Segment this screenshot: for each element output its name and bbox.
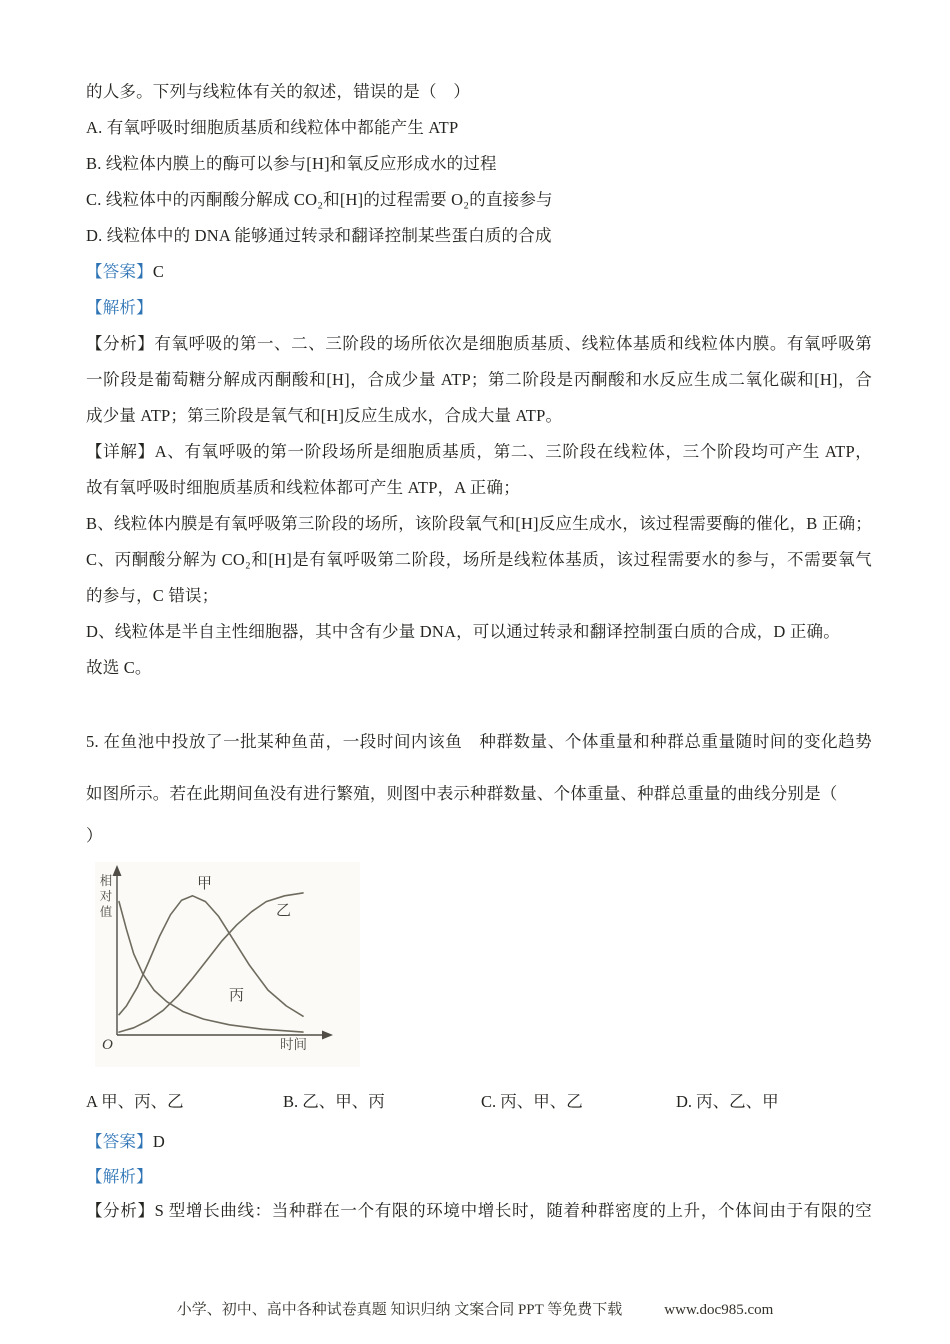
question4-analysis-label [86, 290, 872, 326]
curve-label-jia: 甲 [197, 876, 213, 892]
question5-stem-line-3: ） [86, 826, 103, 845]
figure-y-axis-label: 相对值 [98, 874, 112, 921]
question4-detail-line-4: C、丙酮酸分解为 CO₂和[H]是有氧呼吸第二阶段，场所是线粒体基质，该过程需要水的参与，不需要氧气 [86, 550, 872, 569]
answer-label: 【答案】 [86, 262, 153, 281]
question4-detail-line-3: B、线粒体内膜是有氧呼吸第三阶段的场所，该阶段氧气和[H]反应生成水，该过程需要酶的催化，B 正确； [86, 514, 872, 533]
question5-analysis-line: 【分析】S 型增长曲线：当种群在一个有限的环境中增长时，随着种群密度的上升，个体间由于有限的空 [86, 1201, 872, 1220]
question4-answer-line [86, 254, 872, 290]
figure-origin-label: O [102, 1037, 113, 1053]
question5-option-b: B. 乙、甲、丙 [283, 1092, 385, 1111]
question4-option-b: B. 线粒体内膜上的酶可以参与[H]和氧反应形成水的过程 [86, 154, 497, 173]
question5-stem-line-2: 如图所示。若在此期间鱼没有进行繁殖，则图中表示种群数量、个体重量、种群总重量的曲线分别是（ [86, 784, 838, 803]
answer-value: D [152, 1132, 165, 1151]
question4-detail-line-5: 的参与，C 错误； [86, 586, 219, 605]
question4-detail-line-2: 故有氧呼吸时细胞质基质和线粒体都可产生 ATP，A 正确； [86, 478, 520, 497]
question4-detail-line-1: 【详解】A、有氧呼吸的第一阶段场所是细胞质基质，第二、三阶段在线粒体，三个阶段均可产生 ATP， [86, 442, 872, 461]
question5-figure [95, 862, 360, 1067]
answer-label: 【答案】 [86, 1132, 153, 1151]
analysis-label: 【解析】 [86, 298, 153, 317]
question4-detail-line-6: D、线粒体是半自主性细胞器，其中含有少量 DNA，可以通过转录和翻译控制蛋白质的合成，D 正确。 [86, 622, 840, 641]
question4-section [86, 74, 872, 686]
question5-stem-line-1: 5. 在鱼池中投放了一批某种鱼苗，一段时间内该鱼 种群数量、个体重量和种群总重量随时间的变化趋势 [86, 732, 872, 751]
question4-option-a: A. 有氧呼吸时细胞质基质和线粒体中都能产生 ATP [86, 118, 459, 137]
analysis-label: 【解析】 [86, 1167, 153, 1186]
question4-analysis-line-2: 一阶段是葡萄糖分解成丙酮酸和[H]，合成少量 ATP；第二阶段是丙酮酸和水反应生成二氧化碳和[H]，合 [86, 370, 872, 389]
x-axis-arrow-icon [322, 1031, 333, 1040]
footer-text: 小学、初中、高中各种试卷真题 知识归纳 文案合同 PPT 等免费下载 [176, 1302, 623, 1318]
curve-label-bing: 丙 [229, 988, 245, 1004]
question5-option-d: D. 丙、乙、甲 [676, 1092, 779, 1111]
question5-option-a: A 甲、丙、乙 [86, 1092, 184, 1111]
answer-value: C [152, 262, 165, 281]
question4-option-c: C. 线粒体中的丙酮酸分解成 CO₂和[H]的过程需要 O₂的直接参与 [86, 190, 553, 209]
question5-option-c: C. 丙、甲、乙 [481, 1092, 583, 1111]
footer-site-url: www.doc985.com [664, 1302, 774, 1318]
question5-answer-line [86, 1124, 872, 1160]
question4-option-d: D. 线粒体中的 DNA 能够通过转录和翻译控制某些蛋白质的合成 [86, 226, 552, 245]
question4-stem-continued: 的人多。下列与线粒体有关的叙述，错误的是（ ） [86, 82, 471, 101]
question4-analysis-line-1: 【分析】有氧呼吸的第一、二、三阶段的场所依次是细胞质基质、线粒体基质和线粒体内膜。有氧呼吸第 [86, 334, 872, 353]
question5-analysis-label [86, 1159, 872, 1195]
question5-options-row [86, 1084, 872, 1120]
figure-x-axis-label: 时间 [280, 1037, 307, 1052]
question4-detail-conclusion: 故选 C。 [86, 658, 152, 677]
curve-label-yi: 乙 [276, 903, 292, 919]
figure-plot [95, 862, 360, 1067]
question4-analysis-line-3: 成少量 ATP；第三阶段是氧气和[H]反应生成水，合成大量 ATP。 [86, 406, 563, 425]
page-footer [0, 1297, 950, 1323]
